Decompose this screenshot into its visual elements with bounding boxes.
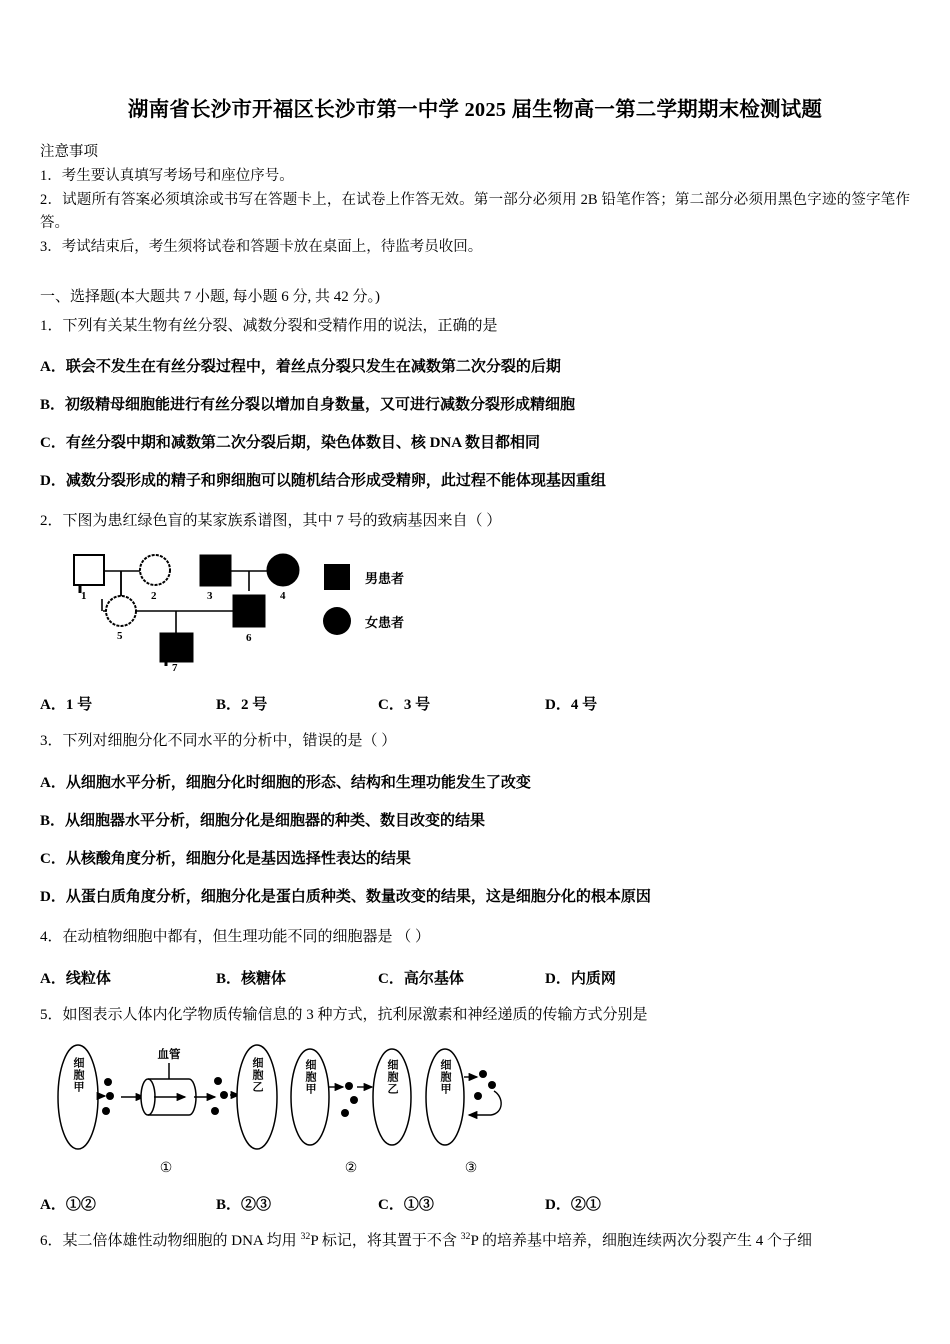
cell-signalling-figure <box>48 1039 508 1179</box>
signal-molecule-dot <box>211 1107 219 1115</box>
signal-molecule-dot <box>341 1109 349 1117</box>
question-5-option-d[interactable]: D．②① <box>545 1196 601 1213</box>
pedigree-label-1: 1 <box>81 590 87 603</box>
question-6-number: 6． <box>40 1232 63 1249</box>
legend-affected-male-label: 男患者 <box>365 571 405 587</box>
pedigree-label-2: 2 <box>151 590 157 603</box>
question-2-stem <box>40 509 910 535</box>
signal-molecule-dot <box>102 1107 110 1115</box>
pedigree-node-4 <box>267 554 299 586</box>
pedigree-figure <box>62 549 462 671</box>
section-title-choice: 一、选择题(本大题共 7 小题, 每小题 6 分, 共 42 分。) <box>40 289 380 306</box>
panel2-cell-yi-label: 细胞乙 <box>386 1058 398 1095</box>
question-2-option-a[interactable]: A．1 号 <box>40 697 93 714</box>
question-2-option-c[interactable]: C．3 号 <box>378 697 431 714</box>
legend-affected-female-icon <box>323 607 351 635</box>
notice-line-2: 2．试题所有答案必须填涂或书写在答题卡上，在试卷上作答无效。第一部分必须用 2B 铅笔作答；第二部分必须用黑色字迹的签字笔作答。 <box>40 191 910 232</box>
panel1-cell-yi-label: 细胞乙 <box>251 1056 263 1093</box>
question-5-text: 如图表示人体内化学物质传输信息的 3 种方式，抗利尿激素和神经递质的传输方式分别是 <box>62 1006 648 1023</box>
question-6-text-a: 某二倍体雄性动物细胞的 DNA 均用 <box>62 1232 301 1249</box>
panel-marker-3: ③ <box>464 1158 478 1175</box>
arrow-autocrine-back <box>469 1091 501 1115</box>
signal-molecule-dot <box>488 1081 496 1089</box>
question-1-option-b[interactable]: B．初级精母细胞能进行有丝分裂以增加自身数量，又可进行减数分裂形成精细胞 <box>40 397 576 414</box>
pedigree-label-6: 6 <box>246 632 252 645</box>
pedigree-label-4: 4 <box>280 590 286 603</box>
question-5-option-a[interactable]: A．①② <box>40 1196 96 1213</box>
pedigree-label-7: 7 <box>172 662 178 672</box>
question-3-option-a[interactable]: A．从细胞水平分析，细胞分化时细胞的形态、结构和生理功能发生了改变 <box>40 774 531 791</box>
signal-molecule-dot <box>106 1092 114 1100</box>
question-4-option-b[interactable]: B．核糖体 <box>216 970 287 987</box>
signal-molecule-dot <box>104 1078 112 1086</box>
signal-molecule-dot <box>345 1082 353 1090</box>
question-2-text: 下图为患红绿色盲的某家族系谱图，其中 7 号的致病基因来自（ ） <box>62 513 502 530</box>
panel1-cell-jia-label: 细胞甲 <box>72 1056 84 1093</box>
blood-vessel-icon <box>141 1063 196 1115</box>
question-1-number: 1． <box>40 317 63 334</box>
signal-molecule-dot <box>479 1070 487 1078</box>
question-5-option-b[interactable]: B．②③ <box>216 1196 272 1213</box>
pedigree-node-5 <box>106 596 136 626</box>
question-5-number: 5． <box>40 1006 63 1023</box>
question-2-number: 2． <box>40 513 63 530</box>
question-5-stem <box>40 1003 910 1029</box>
signal-molecule-dot <box>474 1092 482 1100</box>
question-3-option-b[interactable]: B．从细胞器水平分析，细胞分化是细胞器的种类、数目改变的结果 <box>40 812 486 829</box>
cell-signalling-diagram <box>48 1039 508 1179</box>
signal-molecule-dot <box>214 1077 222 1085</box>
question-5-options <box>40 1193 910 1215</box>
question-6-sup-1: 32 <box>300 1230 311 1242</box>
question-3-stem <box>40 729 910 755</box>
question-4-option-a[interactable]: A．线粒体 <box>40 970 111 987</box>
question-2-option-b[interactable]: B．2 号 <box>216 697 268 714</box>
question-4-stem <box>40 925 910 951</box>
question-3-option-c[interactable]: C．从核酸角度分析，细胞分化是基因选择性表达的结果 <box>40 850 411 867</box>
question-4-option-d[interactable]: D．内质网 <box>545 970 616 987</box>
legend-affected-female-label: 女患者 <box>365 615 405 631</box>
pedigree-label-3: 3 <box>207 590 213 603</box>
pedigree-label-5: 5 <box>117 630 123 643</box>
question-1-option-d[interactable]: D．减数分裂形成的精子和卵细胞可以随机结合形成受精卵，此过程不能体现基因重组 <box>40 473 606 490</box>
question-1-option-a[interactable]: A．联会不发生在有丝分裂过程中，着丝点分裂只发生在减数第二次分裂的后期 <box>40 359 561 376</box>
question-1-text: 下列有关某生物有丝分裂、减数分裂和受精作用的说法，正确的是 <box>62 317 498 334</box>
pedigree-node-2 <box>140 555 170 585</box>
blood-vessel-label: 血管 <box>157 1048 181 1061</box>
question-3-number: 3． <box>40 733 63 750</box>
signal-molecule-dot <box>220 1091 228 1099</box>
question-6-text-c: P 的培养基中培养，细胞连续两次分裂产生 4 个子细 <box>470 1232 813 1249</box>
pedigree-node-1 <box>74 555 104 585</box>
panel-marker-1: ① <box>159 1158 173 1175</box>
page-title: 湖南省长沙市开福区长沙市第一中学 2025 届生物高一第二学期期末检测试题 <box>127 99 823 121</box>
signal-molecule-dot <box>350 1096 358 1104</box>
notice-line-3: 3．考试结束后，考生须将试卷和答题卡放在桌面上，待监考员收回。 <box>40 238 483 255</box>
question-4-number: 4． <box>40 928 63 945</box>
pedigree-node-3 <box>200 555 231 586</box>
question-1-option-c[interactable]: C．有丝分裂中期和减数第二次分裂后期，染色体数目、核 DNA 数目都相同 <box>40 435 541 452</box>
question-3-option-d[interactable]: D．从蛋白质角度分析，细胞分化是蛋白质种类、数量改变的结果，这是细胞分化的根本原因 <box>40 888 651 905</box>
panel2-cell-jia-label: 细胞甲 <box>304 1058 316 1095</box>
pedigree-node-7 <box>160 633 193 662</box>
question-4-option-c[interactable]: C．高尔基体 <box>378 970 464 987</box>
question-6-stem <box>40 1229 910 1255</box>
question-4-options <box>40 967 910 989</box>
panel3-cell-jia-label: 细胞甲 <box>439 1058 451 1095</box>
question-6-sup-2: 32 <box>460 1230 471 1242</box>
pedigree-node-6 <box>233 595 265 627</box>
question-4-text: 在动植物细胞中都有，但生理功能不同的细胞器是 （ ） <box>62 928 431 945</box>
panel-marker-2: ② <box>344 1158 358 1175</box>
question-3-text: 下列对细胞分化不同水平的分析中，错误的是（ ） <box>62 733 397 750</box>
pedigree-diagram <box>62 549 462 671</box>
question-6-text-b: P 标记，将其置于不含 <box>310 1232 461 1249</box>
legend-affected-male-icon <box>324 564 350 590</box>
question-2-options <box>40 693 910 715</box>
notice-heading: 注意事项 <box>40 143 98 160</box>
question-2-option-d[interactable]: D．4 号 <box>545 697 598 714</box>
section-spacer <box>40 259 910 285</box>
question-1-stem <box>40 314 910 340</box>
notice-line-1: 1．考生要认真填写考场号和座位序号。 <box>40 168 294 185</box>
question-5-option-c[interactable]: C．①③ <box>378 1196 434 1213</box>
